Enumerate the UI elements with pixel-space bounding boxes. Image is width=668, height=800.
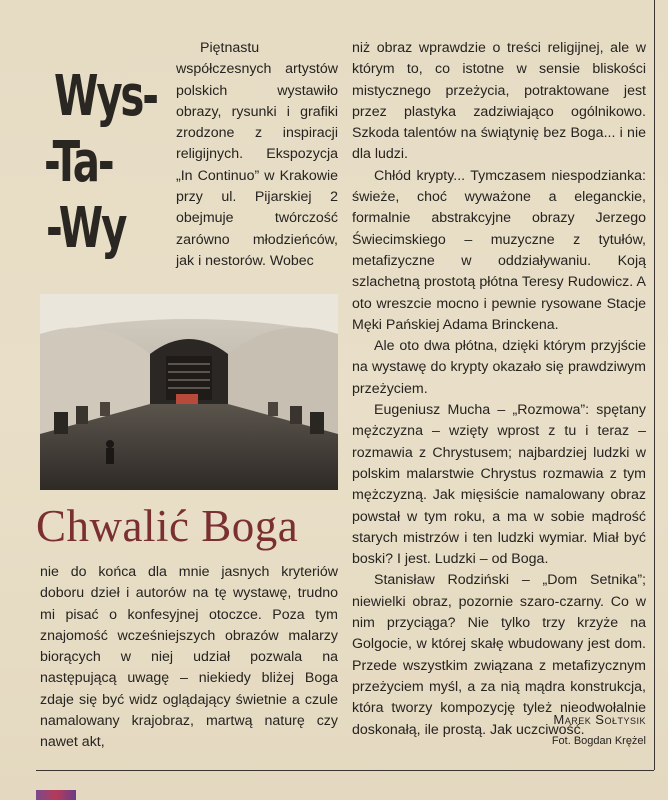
article-headline: Chwalić Boga [36,501,299,551]
left-column-paragraph: nie do końca dla mnie jasnych kryteriów doboru dzieł i autorów na tę wystawę, trudno mi pisać o konfesyjnej otoczce. Poza tym znajomość wcześniejszych obrazów malarzy biorących w niej udział pozwala na następującą uwagę – niekiedy bliżej Boga zdaje się być widz oglądający świetnie a czule namalowany krajobraz, martwą naturę czy nawet akt, [40,564,338,751]
left-column-continuation [40,562,338,754]
intro-paragraph-block [176,38,338,272]
author-signature: Marek Sołtysik [553,712,646,727]
right-paragraph-5: Stanisław Rodziński – „Dom Setnika”; niewielki obraz, pozornie szaro-czarny. Co w nim przyciąga? Nie tylko trzy krzyże na Golgocie, w której skałę wbudowany jest dom. Przede wszystkim związana z metafizycznym przeżyciem myśl, a za nią mądra konstrukcja, która tworzy kompozycję tyleż nieodwołalnie doskonałą, ile prostą. Jak uczciwość. [352,572,646,738]
right-paragraph-3: Ale oto dwa płótna, dzięki którym przyjście na wystawę do krypty okazało się prawdziwym przeżyciem. [352,338,646,397]
next-article-color-strip [36,790,76,800]
crypt-photo-illustration [40,294,338,490]
logo-line-2: -Ta- [44,130,113,195]
right-paragraph-4: Eugeniusz Mucha – „Rozmowa”: spętany mężczyzna – wzięty wprost z tu i teraz – rozmawia z Chrystusem; najbardziej ludzki w polskim malarstwie Chrystus rozmawia z tym mężczyzną. Jak mięsiście namalowany obraz powstał w tym roku, a ma w sobie mądrość starych mistrzów i ten ludzki wymiar. Miał być boski? I jest. Ludzki – od Boga. [352,402,646,568]
bottom-rule [36,770,654,771]
logo-line-3: -Wy [46,196,126,261]
intro-paragraph: Piętnastu współczesnych artystów polskich wystawiło obrazy, rysunki i grafiki zrodzone z inspiracji religijnych. Ekspozycja „In Continuo” w Krakowie przy ul. Pijarskiej 2 obejmuje twórczość zarówno młodzieńców, jak i nestorów. Wobec [176,40,338,269]
column-rule-right [654,0,655,770]
crypt-exhibition-photo [40,294,338,490]
right-column [352,38,646,741]
wystawy-section-logo [44,64,164,274]
logo-line-1: Wys- [54,64,157,129]
photo-credit: Fot. Bogdan Krężel [551,735,646,747]
right-paragraph-2: Chłód krypty... Tymczasem niespodzianka: świeże, choć wyważone a eleganckie, formalnie abstrakcyjne obrazy Jerzego Świecimskiego – muzyczne z tytułów, metafizyczne w oddziaływaniu. Koją szlachetną prostotą płótna Teresy Rudowicz. A oto wreszcie mocno i pewnie rysowane Stacje Męki Pańskiej Adama Brinckena. [352,167,646,333]
right-paragraph-1: niż obraz wprawdzie o treści religijnej, ale w którym to, co istotne w sensie bliskości mistycznego przeżycia, potraktowane jest przez plastyka zadziwiająco ogólnikowo. Szkoda talentów na świątynię bez Boga... i nie dla ludzi. [352,40,646,163]
